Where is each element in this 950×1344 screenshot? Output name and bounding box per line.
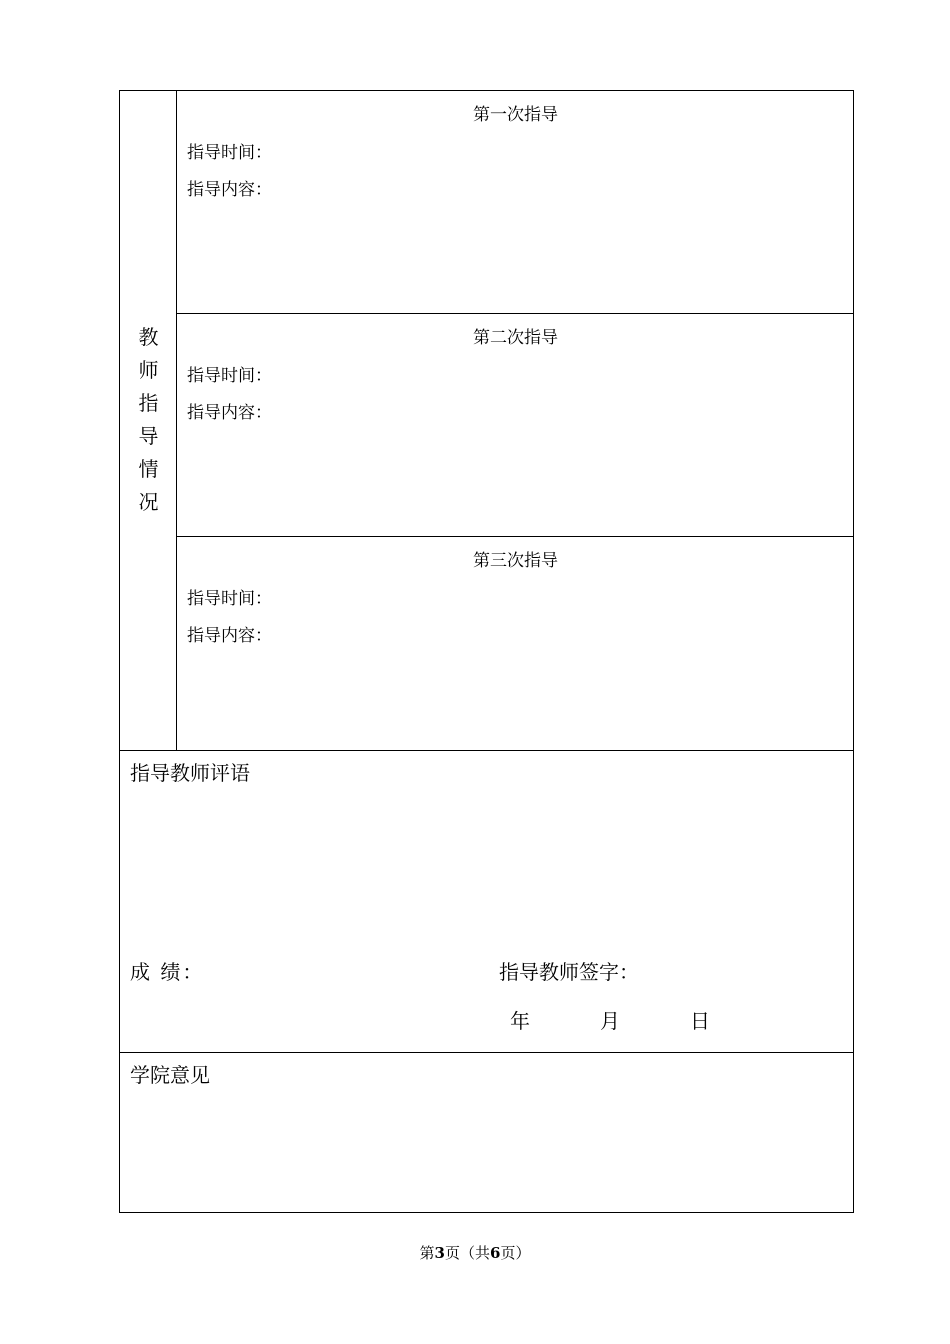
footer-middle: 页（共: [444, 1244, 490, 1262]
side-label-char: 况: [138, 490, 159, 514]
session-title: 第二次指导: [473, 328, 558, 348]
footer-total-pages: 6: [490, 1244, 501, 1262]
college-opinion-box: [120, 1052, 853, 1212]
guidance-session-3: [177, 537, 854, 750]
date-month-label: 月: [600, 1009, 620, 1033]
page-footer: [0, 1243, 950, 1263]
session-time-label: 指导时间：: [187, 589, 272, 609]
guidance-session-1: [177, 91, 854, 314]
date-day-label: 日: [690, 1009, 710, 1033]
side-label-char: 情: [138, 457, 159, 481]
session-time-label: 指导时间：: [187, 366, 272, 386]
teacher-comment-heading: 指导教师评语: [130, 761, 250, 785]
footer-suffix: 页）: [500, 1244, 531, 1262]
guidance-side-cell: [120, 91, 177, 750]
grade-label: 成 绩：: [130, 960, 205, 984]
session-title: 第三次指导: [473, 551, 558, 571]
teacher-comment-box: [120, 750, 853, 1052]
session-content-label: 指导内容：: [187, 403, 272, 423]
date-year-label: 年: [510, 1009, 530, 1033]
side-label-char: 师: [138, 358, 159, 382]
side-label-char: 指: [138, 391, 159, 415]
footer-prefix: 第: [419, 1244, 435, 1262]
session-time-label: 指导时间：: [187, 143, 272, 163]
side-label-char: 教: [138, 325, 159, 349]
guidance-side-label: [120, 321, 177, 519]
footer-page-number: 3: [434, 1244, 445, 1262]
guidance-session-2: [177, 314, 854, 537]
session-content-label: 指导内容：: [187, 180, 272, 200]
session-content-label: 指导内容：: [187, 626, 272, 646]
teacher-signature-label: 指导教师签字：: [499, 960, 639, 984]
college-opinion-heading: 学院意见: [130, 1063, 210, 1087]
side-label-char: 导: [138, 424, 159, 448]
guidance-form: [119, 90, 854, 1213]
session-title: 第一次指导: [473, 105, 558, 125]
